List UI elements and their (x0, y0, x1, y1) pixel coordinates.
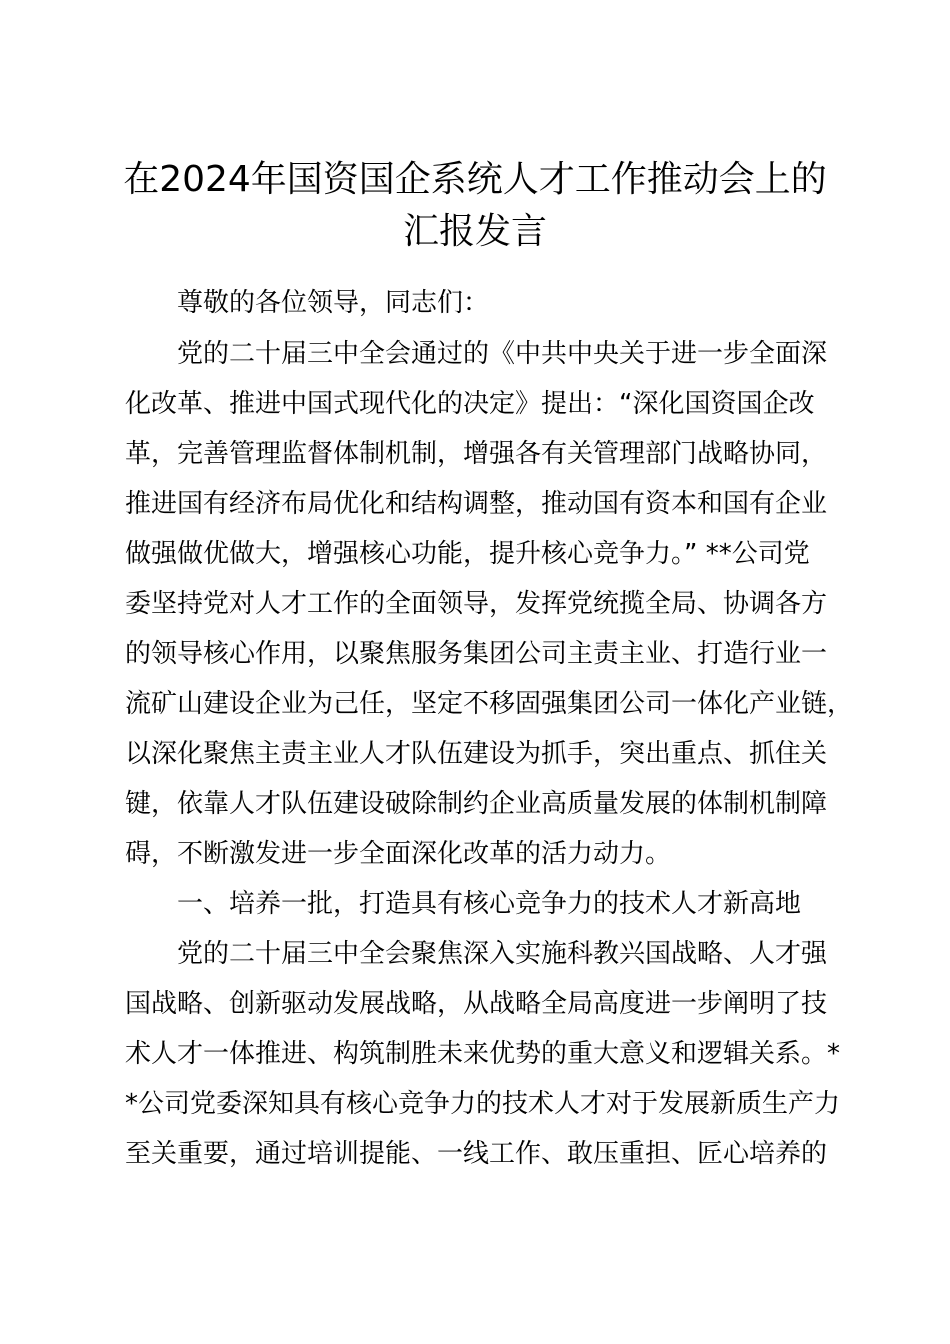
paragraph-1-line-5: 做强做优做大，增强核心功能，提升核心竞争力。” **公司党 (125, 539, 810, 569)
paragraph-2-line-1: 党的二十届三中全会聚焦深入实施科教兴国战略、人才强 (177, 939, 828, 969)
paragraph-1-line-9: 以深化聚焦主责主业人才队伍建设为抓手，突出重点、抓住关 (125, 739, 828, 769)
paragraph-1-line-3: 革，完善管理监督体制机制，增强各有关管理部门战略协同， (125, 439, 828, 469)
document-title-line-2: 汇报发言 (402, 211, 547, 252)
section-heading-1: 一、培养一批，打造具有核心竞争力的技术人才新高地 (177, 889, 802, 919)
document-title-line-1: 在2024年国资国企系统人才工作推动会上的 (123, 159, 827, 200)
paragraph-1-line-7: 的领导核心作用，以聚焦服务集团公司主责主业、打造行业一 (125, 639, 828, 669)
salutation: 尊敬的各位领导，同志们： (177, 288, 490, 318)
paragraph-1-line-8: 流矿山建设企业为己任，坚定不移固强集团公司一体化产业链， (125, 689, 854, 719)
paragraph-2-line-2: 国战略、创新驱动发展战略，从战略全局高度进一步阐明了技 (125, 989, 828, 1019)
paragraph-2-line-3: 术人才一体推进、构筑制胜未来优势的重大意义和逻辑关系。* (125, 1039, 841, 1069)
paragraph-1-line-4: 推进国有经济布局优化和结构调整，推动国有资本和国有企业 (125, 489, 828, 519)
paragraph-2-line-5: 至关重要，通过培训提能、一线工作、敢压重担、匠心培养的 (125, 1139, 828, 1169)
paragraph-2-line-4: *公司党委深知具有核心竞争力的技术人才对于发展新质生产力 (125, 1089, 841, 1119)
paragraph-1-line-1: 党的二十届三中全会通过的《中共中央关于进一步全面深 (177, 339, 828, 369)
paragraph-1-line-10: 键，依靠人才队伍建设破除制约企业高质量发展的体制机制障 (125, 789, 828, 819)
paragraph-1-line-6: 委坚持党对人才工作的全面领导，发挥党统揽全局、协调各方 (125, 589, 828, 619)
paragraph-1-line-2: 化改革、推进中国式现代化的决定》提出：“深化国资国企改 (125, 389, 815, 419)
paragraph-1-line-11: 碍，不断激发进一步全面深化改革的活力动力。 (125, 839, 672, 869)
